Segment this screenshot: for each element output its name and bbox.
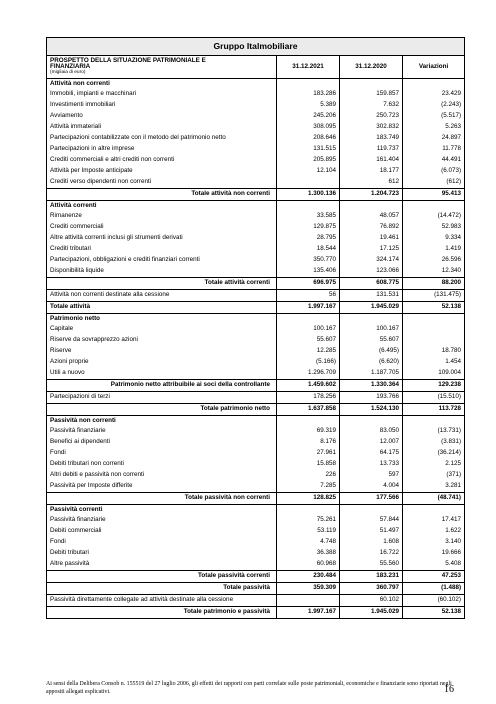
table-row	[47, 481, 465, 493]
value-variazione: (131.475)	[403, 290, 465, 302]
value-variazione: 11.778	[403, 144, 465, 155]
value-2020: 1.204.723	[340, 189, 403, 201]
value-2021: 69.319	[277, 426, 340, 437]
value-2020: (6.620)	[340, 357, 403, 368]
value-variazione: (1.488)	[403, 583, 465, 595]
value-variazione: 9.334	[403, 233, 465, 244]
row-label: Crediti commerciali e altri crediti non correnti	[47, 155, 277, 166]
section-row	[47, 79, 465, 90]
value-2021: 5.389	[277, 100, 340, 111]
value-2021: 350.770	[277, 255, 340, 266]
value-variazione	[403, 324, 465, 335]
value-variazione: 1.419	[403, 244, 465, 255]
row-label: Investimenti immobiliari	[47, 100, 277, 111]
table-row	[47, 133, 465, 144]
value-2021: 1.300.136	[277, 189, 340, 201]
value-variazione: 26.596	[403, 255, 465, 266]
empty-cell	[403, 505, 465, 516]
header-col-variazioni: Variazioni	[403, 56, 465, 79]
total-row	[47, 404, 465, 416]
row-label: Disponibilità liquide	[47, 266, 277, 278]
row-label: Riserve	[47, 346, 277, 357]
value-2020: (6.495)	[340, 346, 403, 357]
row-label: Capitale	[47, 324, 277, 335]
value-2020: 57.844	[340, 515, 403, 526]
table-row	[47, 244, 465, 255]
empty-cell	[403, 201, 465, 212]
row-label: Debiti commerciali	[47, 526, 277, 537]
row-label: Attività per Imposte anticipate	[47, 166, 277, 177]
value-2020: 18.177	[340, 166, 403, 177]
value-2020: 13.733	[340, 459, 403, 470]
value-2021: 205.895	[277, 155, 340, 166]
table-row	[47, 392, 465, 404]
row-label: Totale passività	[47, 583, 277, 595]
section-label: Patrimonio netto	[47, 314, 277, 325]
empty-cell	[340, 201, 403, 212]
empty-cell	[340, 79, 403, 90]
value-variazione: (60.102)	[403, 595, 465, 607]
value-2020: 250.723	[340, 111, 403, 122]
empty-cell	[340, 416, 403, 427]
table-row	[47, 155, 465, 166]
section-label: Attività non correnti	[47, 79, 277, 90]
value-variazione: 3.140	[403, 537, 465, 548]
header-label-line2: FINANZIARIA	[50, 63, 91, 71]
header-col-2020: 31.12.2020	[340, 56, 403, 79]
value-variazione: (15.510)	[403, 392, 465, 404]
value-variazione: 3.281	[403, 481, 465, 493]
row-label: Benefici ai dipendenti	[47, 437, 277, 448]
value-2021: 27.961	[277, 448, 340, 459]
value-variazione: 52.138	[403, 607, 465, 619]
row-label: Attività immateriali	[47, 122, 277, 133]
total-row	[47, 607, 465, 619]
value-2021: 135.406	[277, 266, 340, 278]
table-header-row	[47, 56, 465, 79]
value-variazione	[403, 335, 465, 346]
table-row	[47, 89, 465, 100]
value-variazione: (5.517)	[403, 111, 465, 122]
value-2021: 100.167	[277, 324, 340, 335]
page-number: 16	[444, 684, 454, 695]
value-2020: 119.737	[340, 144, 403, 155]
value-2020: 4.004	[340, 481, 403, 493]
value-2021: 129.875	[277, 222, 340, 233]
value-2020: 324.174	[340, 255, 403, 266]
total-row	[47, 302, 465, 314]
row-label: Crediti commerciali	[47, 222, 277, 233]
value-variazione: 24.897	[403, 133, 465, 144]
empty-cell	[403, 416, 465, 427]
value-2021: 208.646	[277, 133, 340, 144]
table-row	[47, 177, 465, 189]
row-label: Rimanenze	[47, 211, 277, 222]
table-row	[47, 357, 465, 368]
total-row	[47, 571, 465, 583]
value-2020: 55.560	[340, 559, 403, 571]
value-variazione: 44.491	[403, 155, 465, 166]
value-2021: 308.095	[277, 122, 340, 133]
value-2021: 33.585	[277, 211, 340, 222]
value-2020: 193.766	[340, 392, 403, 404]
table-row	[47, 222, 465, 233]
value-2021: (5.166)	[277, 357, 340, 368]
table-row	[47, 595, 465, 607]
value-2021: 28.795	[277, 233, 340, 244]
value-2020: 183.231	[340, 571, 403, 583]
value-2021: 53.119	[277, 526, 340, 537]
value-2020: 55.607	[340, 335, 403, 346]
header-label	[47, 56, 277, 79]
value-2021: 12.104	[277, 166, 340, 177]
value-2021	[277, 177, 340, 189]
balance-sheet	[46, 37, 464, 619]
empty-cell	[277, 79, 340, 90]
value-variazione: (13.731)	[403, 426, 465, 437]
row-label: Attività non correnti destinate alla cessione	[47, 290, 277, 302]
table-row	[47, 470, 465, 481]
row-label: Totale attività	[47, 302, 277, 314]
table-row	[47, 233, 465, 244]
value-2020: 123.066	[340, 266, 403, 278]
row-label: Crediti tributari	[47, 244, 277, 255]
value-variazione: 17.417	[403, 515, 465, 526]
value-variazione: 47.253	[403, 571, 465, 583]
empty-cell	[340, 314, 403, 325]
value-2021: 245.206	[277, 111, 340, 122]
value-2021: 1.637.858	[277, 404, 340, 416]
table-row	[47, 459, 465, 470]
table-row	[47, 526, 465, 537]
total-row	[47, 278, 465, 290]
table-row	[47, 346, 465, 357]
row-label: Partecipazioni in altre imprese	[47, 144, 277, 155]
value-variazione: 23.429	[403, 89, 465, 100]
value-2020: 302.832	[340, 122, 403, 133]
row-label: Passività finanziarie	[47, 426, 277, 437]
value-variazione: 95.413	[403, 189, 465, 201]
header-label-line1: PROSPETTO DELLA SITUAZIONE PATRIMONIALE E	[50, 56, 206, 64]
value-2020: 159.857	[340, 89, 403, 100]
value-2021: 15.858	[277, 459, 340, 470]
value-2020: 360.797	[340, 583, 403, 595]
row-label: Altre passività	[47, 559, 277, 571]
row-label: Totale passività non correnti	[47, 493, 277, 505]
value-2021: 12.285	[277, 346, 340, 357]
value-2020: 17.125	[340, 244, 403, 255]
section-row	[47, 505, 465, 516]
value-variazione: 52.983	[403, 222, 465, 233]
value-variazione: (6.073)	[403, 166, 465, 177]
value-variazione: 5.263	[403, 122, 465, 133]
table-row	[47, 426, 465, 437]
table-row	[47, 335, 465, 346]
value-2020: 64.175	[340, 448, 403, 459]
value-variazione: 109.004	[403, 368, 465, 380]
value-2021: 226	[277, 470, 340, 481]
value-2021	[277, 595, 340, 607]
value-2020: 100.167	[340, 324, 403, 335]
value-2021: 1.997.167	[277, 302, 340, 314]
section-label: Passività non correnti	[47, 416, 277, 427]
value-2020: 183.749	[340, 133, 403, 144]
table-row	[47, 255, 465, 266]
value-2021: 4.748	[277, 537, 340, 548]
table-row	[47, 144, 465, 155]
table-title-row	[47, 38, 465, 56]
value-2020: 177.566	[340, 493, 403, 505]
table-row	[47, 537, 465, 548]
value-2020: 83.050	[340, 426, 403, 437]
table-row	[47, 559, 465, 571]
row-label: Partecipazioni, obbligazioni e crediti finanziari correnti	[47, 255, 277, 266]
value-variazione: 52.138	[403, 302, 465, 314]
table-row	[47, 111, 465, 122]
table-row	[47, 548, 465, 559]
empty-cell	[277, 201, 340, 212]
value-2021: 75.261	[277, 515, 340, 526]
value-2021: 230.484	[277, 571, 340, 583]
value-variazione: (371)	[403, 470, 465, 481]
section-row	[47, 314, 465, 325]
value-2021: 60.968	[277, 559, 340, 571]
table-row	[47, 122, 465, 133]
row-label: Partecipazioni di terzi	[47, 392, 277, 404]
row-label: Utili a nuovo	[47, 368, 277, 380]
row-label: Crediti verso dipendenti non correnti	[47, 177, 277, 189]
value-2021: 1.296.709	[277, 368, 340, 380]
value-2020: 1.524.130	[340, 404, 403, 416]
value-2020: 12.007	[340, 437, 403, 448]
row-label: Totale patrimonio e passività	[47, 607, 277, 619]
value-2020: 612	[340, 177, 403, 189]
value-2020: 16.722	[340, 548, 403, 559]
value-variazione: (2.243)	[403, 100, 465, 111]
balance-sheet-table	[46, 37, 465, 619]
value-variazione: 113.728	[403, 404, 465, 416]
section-label: Attività correnti	[47, 201, 277, 212]
table-row	[47, 100, 465, 111]
value-2021: 696.975	[277, 278, 340, 290]
value-2020: 1.945.029	[340, 607, 403, 619]
value-variazione: (36.214)	[403, 448, 465, 459]
value-2021: 359.309	[277, 583, 340, 595]
footnote: Ai sensi della Delibera Consob n. 155519 del 27 luglio 2006, gli effetti dei rapporti con parti correlate sulle poste patrimoniali, economiche e finanziarie sono riportati negli appositi allegati esplicativi.	[46, 681, 452, 695]
value-2021: 56	[277, 290, 340, 302]
empty-cell	[340, 505, 403, 516]
total-row	[47, 493, 465, 505]
table-row	[47, 437, 465, 448]
empty-cell	[403, 314, 465, 325]
total-row	[47, 583, 465, 595]
row-label: Passività direttamente collegate ad attività destinate alla cessione	[47, 595, 277, 607]
value-variazione: (48.741)	[403, 493, 465, 505]
value-2021: 8.176	[277, 437, 340, 448]
value-2020: 60.102	[340, 595, 403, 607]
row-label: Totale passività correnti	[47, 571, 277, 583]
value-2021: 1.997.167	[277, 607, 340, 619]
value-2021: 7.285	[277, 481, 340, 493]
value-2020: 597	[340, 470, 403, 481]
value-2021: 131.515	[277, 144, 340, 155]
value-variazione: 1.454	[403, 357, 465, 368]
table-title: Gruppo Italmobiliare	[47, 38, 465, 56]
value-2020: 608.775	[340, 278, 403, 290]
value-2020: 1.330.364	[340, 380, 403, 392]
value-2020: 1.187.705	[340, 368, 403, 380]
table-row	[47, 211, 465, 222]
empty-cell	[403, 79, 465, 90]
table-row	[47, 290, 465, 302]
row-label: Passività finanziarie	[47, 515, 277, 526]
value-2021: 55.607	[277, 335, 340, 346]
value-variazione: (3.831)	[403, 437, 465, 448]
value-2020: 1.608	[340, 537, 403, 548]
table-row	[47, 266, 465, 278]
value-variazione: 88.200	[403, 278, 465, 290]
row-label: Fondi	[47, 448, 277, 459]
value-2020: 51.497	[340, 526, 403, 537]
value-variazione: (612)	[403, 177, 465, 189]
value-2020: 7.632	[340, 100, 403, 111]
empty-cell	[277, 505, 340, 516]
table-row	[47, 166, 465, 177]
empty-cell	[277, 314, 340, 325]
table-row	[47, 515, 465, 526]
value-variazione: 5.408	[403, 559, 465, 571]
section-row	[47, 416, 465, 427]
value-2020: 48.057	[340, 211, 403, 222]
value-variazione: (14.472)	[403, 211, 465, 222]
total-row	[47, 380, 465, 392]
row-label: Totale patrimonio netto	[47, 404, 277, 416]
value-2021: 36.388	[277, 548, 340, 559]
value-variazione: 12.340	[403, 266, 465, 278]
section-row	[47, 201, 465, 212]
value-2021: 178.256	[277, 392, 340, 404]
value-2020: 76.892	[340, 222, 403, 233]
row-label: Totale attività correnti	[47, 278, 277, 290]
row-label: Debiti tributari non correnti	[47, 459, 277, 470]
header-unit: (migliaia di euro)	[50, 70, 86, 76]
row-label: Altre attività correnti inclusi gli strumenti derivati	[47, 233, 277, 244]
value-2021: 183.286	[277, 89, 340, 100]
row-label: Passività per Imposte differite	[47, 481, 277, 493]
total-row	[47, 189, 465, 201]
value-2020: 1.945.029	[340, 302, 403, 314]
table-row	[47, 324, 465, 335]
value-variazione: 18.780	[403, 346, 465, 357]
row-label: Altri debiti e passività non correnti	[47, 470, 277, 481]
value-2020: 161.404	[340, 155, 403, 166]
section-label: Passività correnti	[47, 505, 277, 516]
table-row	[47, 368, 465, 380]
row-label: Riserve da sovrapprezzo azioni	[47, 335, 277, 346]
value-2021: 128.825	[277, 493, 340, 505]
empty-cell	[277, 416, 340, 427]
row-label: Immobili, impianti e macchinari	[47, 89, 277, 100]
value-2021: 18.544	[277, 244, 340, 255]
row-label: Fondi	[47, 537, 277, 548]
row-label: Debiti tributari	[47, 548, 277, 559]
row-label: Azioni proprie	[47, 357, 277, 368]
row-label: Avviamento	[47, 111, 277, 122]
value-variazione: 129.238	[403, 380, 465, 392]
value-2020: 19.461	[340, 233, 403, 244]
header-col-2021: 31.12.2021	[277, 56, 340, 79]
value-variazione: 19.666	[403, 548, 465, 559]
table-row	[47, 448, 465, 459]
value-2020: 131.531	[340, 290, 403, 302]
row-label: Patrimonio netto attribuibile ai soci della controllante	[47, 380, 277, 392]
value-variazione: 2.125	[403, 459, 465, 470]
row-label: Totale attività non correnti	[47, 189, 277, 201]
row-label: Partecipazioni contabilizzate con il metodo del patrimonio netto	[47, 133, 277, 144]
value-2021: 1.459.602	[277, 380, 340, 392]
value-variazione: 1.622	[403, 526, 465, 537]
